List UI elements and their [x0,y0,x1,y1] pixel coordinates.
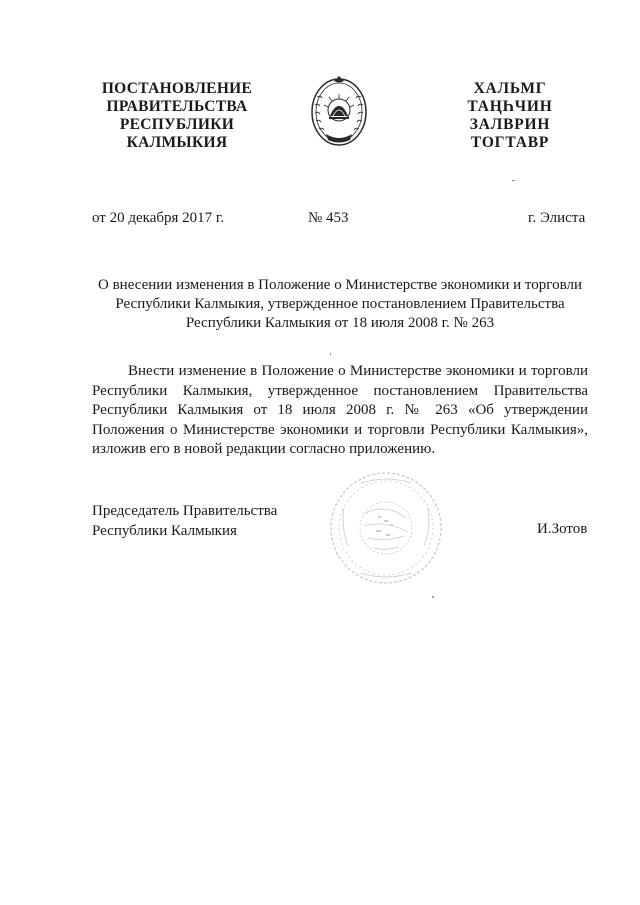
document-body: Внести изменение в Положение о Министерстве экономики и торговли Республики Калмыкия, утвержденное постановлением Правительства Республики Калмыкия от 18 июля 2008 г. № 263 «Об утверждении Положения о Министерстве экономики и торговли Республики Калмыкия», изложив его в новой редакции согласно приложению. [92,363,588,457]
document-date: от 20 декабря 2017 г. [92,210,225,226]
scan-speck [432,596,434,598]
signatory-name: И.Зотов [537,521,588,537]
header-left-line: ПОСТАНОВЛЕНИЕ [101,80,253,97]
kalmykia-coat-of-arms-icon [308,72,370,152]
document-city: г. Элиста [528,210,586,226]
signatory-role-line: Председатель Правительства [92,503,278,519]
header-right-title [440,80,580,152]
header-left-line: ПРАВИТЕЛЬСТВА [106,98,248,115]
title-line: Республики Калмыкия, утвержденное постановлением Правительства [115,296,565,312]
signatory-role-line: Республики Калмыкия [92,522,237,539]
document-title [92,276,588,333]
scan-speck [330,353,331,355]
header-right-line: ТОГТАВР [470,134,550,151]
signatory-role [92,502,277,541]
header-right-line: ХАЛЬМГ [473,80,547,97]
title-line: Республики Калмыкия от 18 июля 2008 г. № 263 [185,315,495,331]
document-number: № 453 [308,210,349,226]
header-left-title [92,80,262,152]
header-left-line: КАЛМЫКИЯ [126,134,228,151]
scan-speck [512,180,515,181]
header-right-line: ЗАЛВРИН [469,116,551,133]
title-line: О внесении изменения в Положение о Министерстве экономики и торговли [98,277,582,293]
header-right-line: ТАҢҺЧИН [467,98,553,115]
header-left-line: РЕСПУБЛИКИ [119,116,235,133]
official-seal-stamp-icon [326,468,446,588]
